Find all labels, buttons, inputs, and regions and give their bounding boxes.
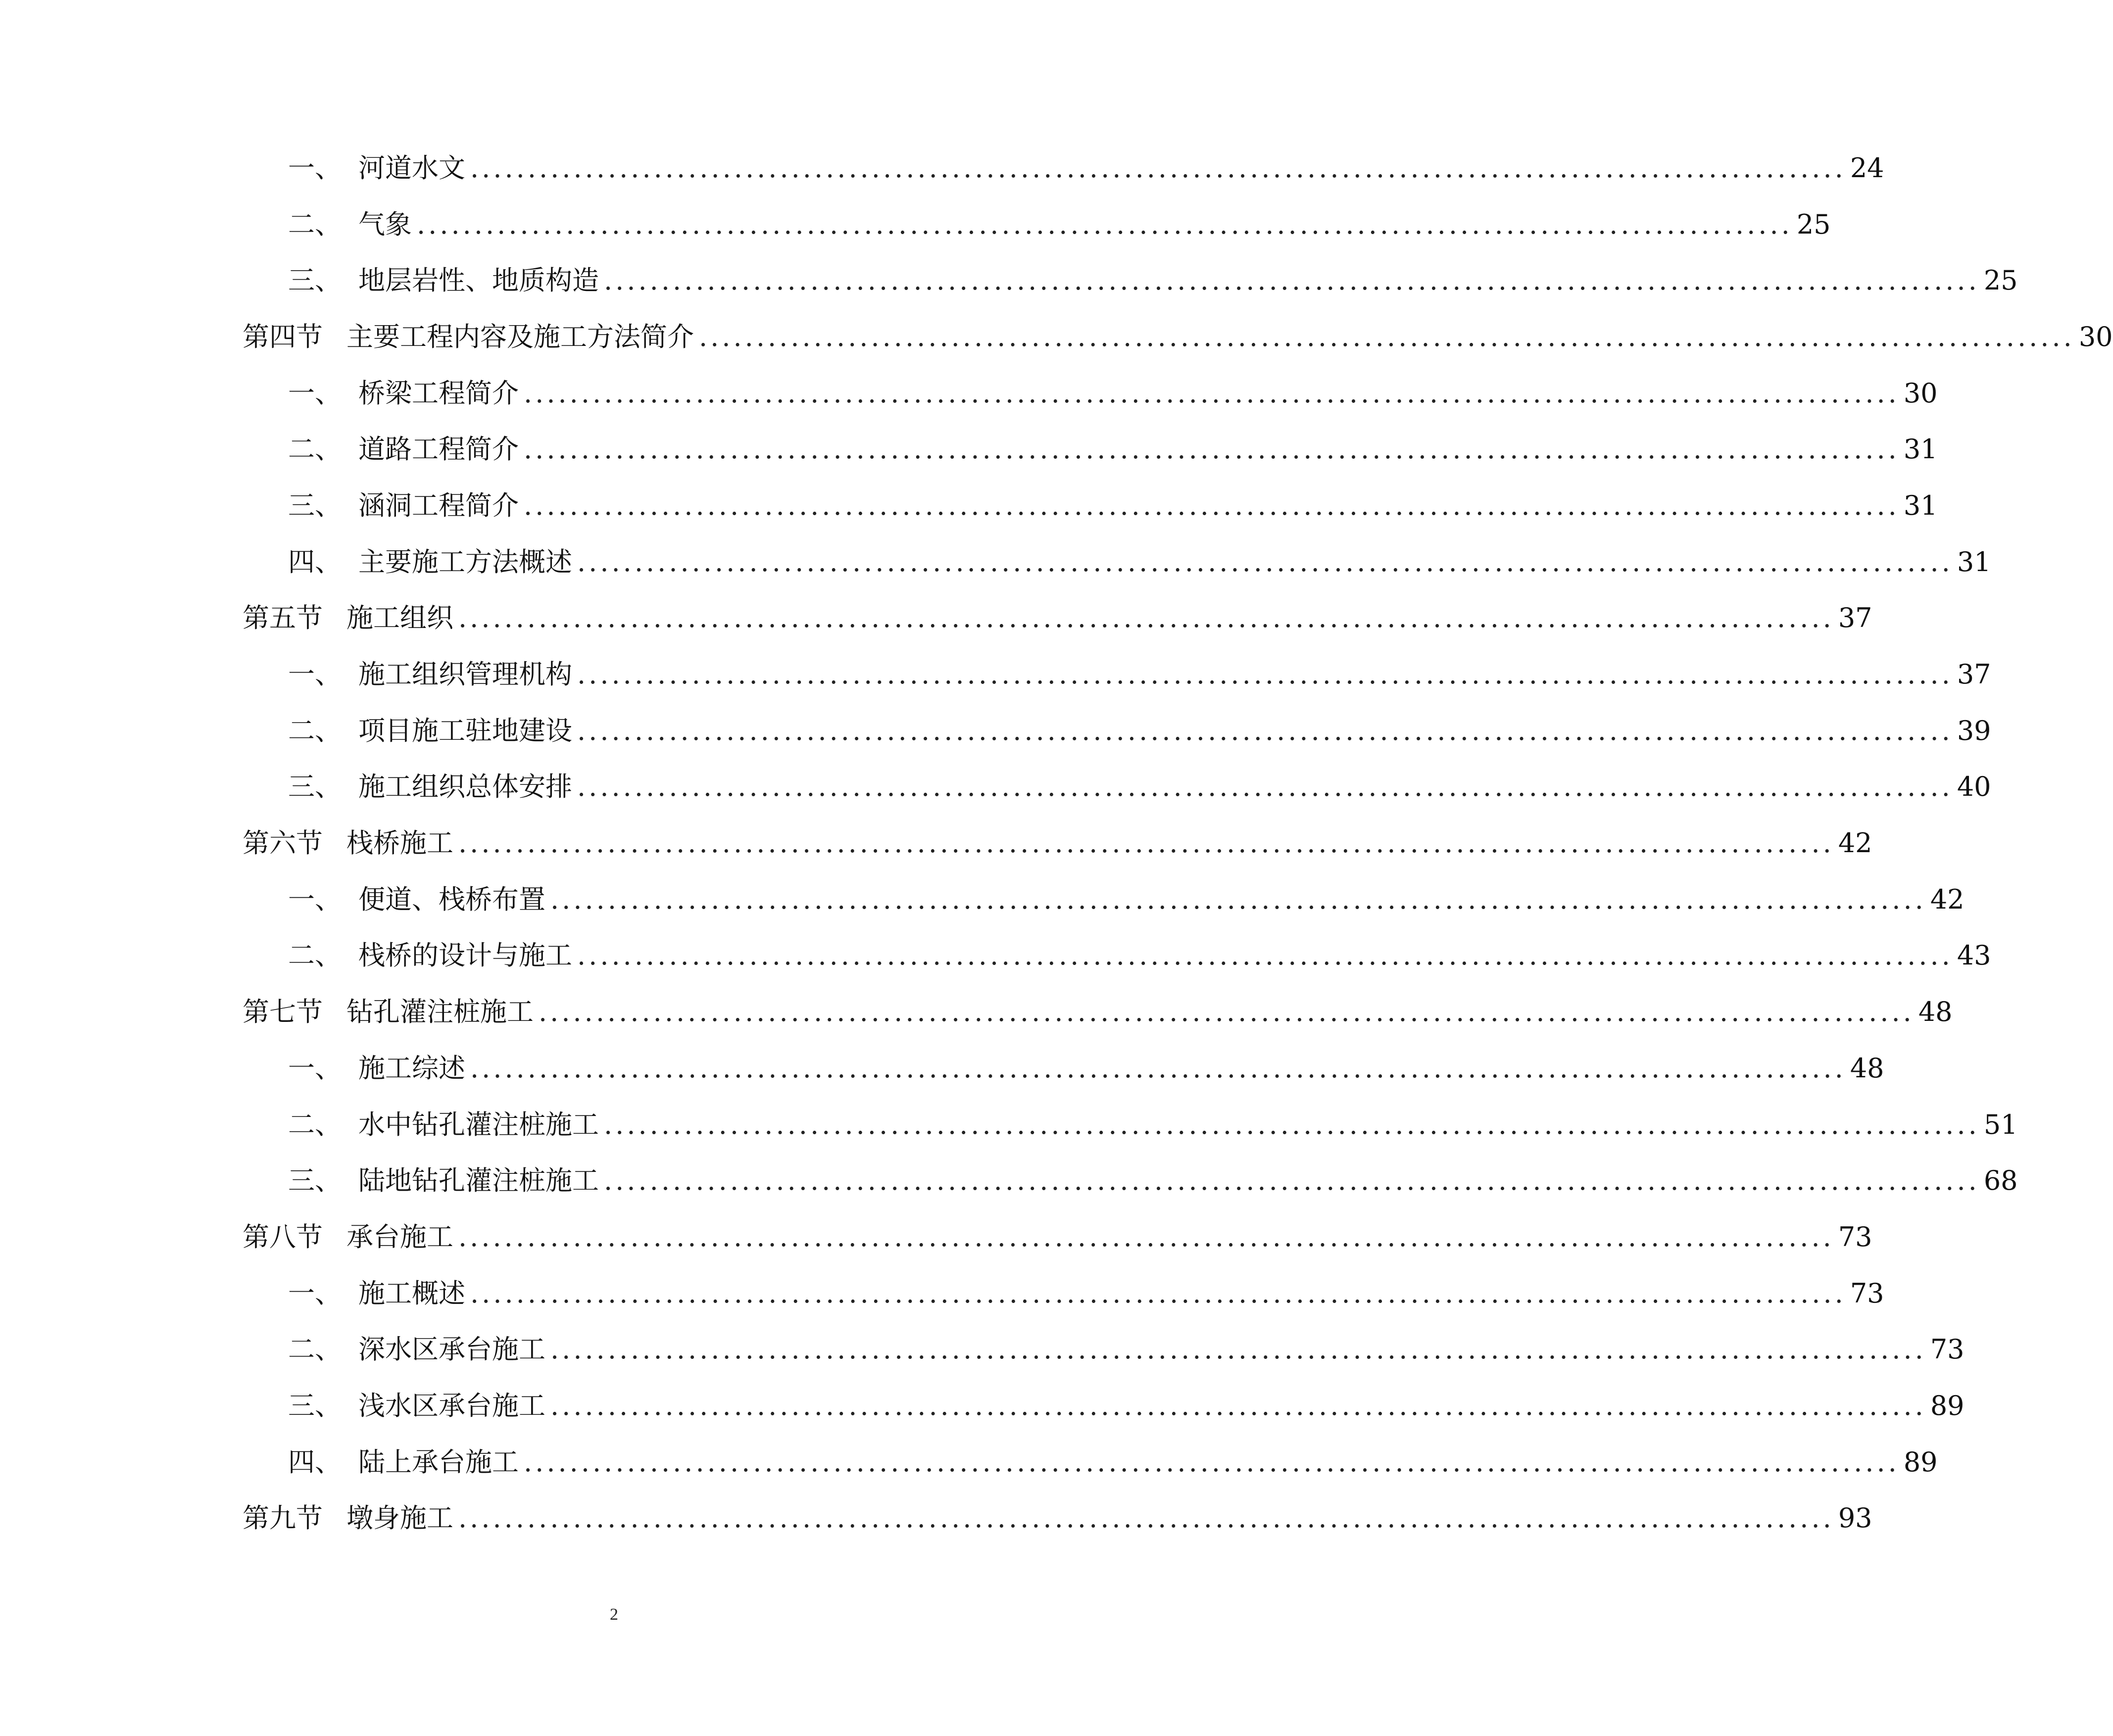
toc-section-entry[interactable] xyxy=(243,590,1872,647)
toc-entry-title: 气象 xyxy=(358,208,412,240)
toc-entry-page: 68 xyxy=(1983,1165,2018,1197)
toc-entry-page: 37 xyxy=(1838,602,1872,634)
toc-entry-title: 钻孔灌注桩施工 xyxy=(346,996,534,1028)
toc-entry-number: 一、 xyxy=(288,1052,342,1084)
toc-dot-leader: ........................................................................................................................ xyxy=(604,1165,1980,1197)
toc-subsection-entry[interactable] xyxy=(243,1097,2018,1153)
toc-entry-title: 施工组织总体安排 xyxy=(358,771,572,803)
toc-subsection-entry[interactable] xyxy=(243,1434,1938,1491)
toc-dot-leader: ........................................................................................................................ xyxy=(577,715,1953,746)
toc-entry-page: 89 xyxy=(1930,1390,1965,1421)
toc-dot-leader: ........................................................................................................................ xyxy=(458,602,1834,634)
toc-entry-number: 二、 xyxy=(288,208,342,240)
toc-entry-number: 三、 xyxy=(288,1390,342,1421)
toc-entry-title: 项目施工驻地建设 xyxy=(358,715,572,746)
toc-entry-title: 施工综述 xyxy=(358,1052,465,1084)
toc-entry-title: 主要工程内容及施工方法简介 xyxy=(346,321,694,352)
toc-section-entry[interactable] xyxy=(243,1491,1872,1547)
toc-entry-page: 93 xyxy=(1838,1502,1872,1534)
toc-subsection-entry[interactable] xyxy=(243,703,1991,759)
toc-entry-page: 43 xyxy=(1957,940,1991,971)
toc-entry-page: 42 xyxy=(1838,827,1872,859)
toc-entry-page: 30 xyxy=(2078,321,2113,352)
toc-dot-leader: ........................................................................................................................ xyxy=(417,208,1793,240)
toc-entry-page: 37 xyxy=(1957,659,1991,690)
toc-entry-page: 51 xyxy=(1983,1109,2018,1140)
toc-entry-page: 31 xyxy=(1957,546,1991,578)
toc-entry-number: 二、 xyxy=(288,715,342,746)
toc-subsection-entry[interactable] xyxy=(243,196,1831,253)
toc-subsection-entry[interactable] xyxy=(243,871,1965,928)
toc-entry-page: 25 xyxy=(1796,208,1831,240)
toc-subsection-entry[interactable] xyxy=(243,1321,1965,1378)
toc-entry-number: 一、 xyxy=(288,659,342,690)
toc-dot-leader: ........................................................................................................................ xyxy=(470,1052,1846,1084)
toc-subsection-entry[interactable] xyxy=(243,646,1991,703)
toc-entry-number: 一、 xyxy=(288,1277,342,1309)
toc-dot-leader: ........................................................................................................................ xyxy=(577,546,1953,578)
toc-subsection-entry[interactable] xyxy=(243,421,1938,478)
toc-dot-leader: ........................................................................................................................ xyxy=(458,1221,1834,1253)
toc-dot-leader: ........................................................................................................................ xyxy=(524,1446,1900,1478)
toc-subsection-entry[interactable] xyxy=(243,140,1884,196)
toc-entry-number: 第九节 xyxy=(243,1502,323,1534)
toc-dot-leader: ........................................................................................................................ xyxy=(458,1502,1834,1534)
toc-dot-leader: ........................................................................................................................ xyxy=(458,827,1834,859)
page-number: 2 xyxy=(610,1605,618,1624)
toc-entry-number: 第六节 xyxy=(243,827,323,859)
toc-section-entry[interactable] xyxy=(243,815,1872,871)
toc-entry-title: 深水区承台施工 xyxy=(358,1334,545,1365)
toc-entry-number: 一、 xyxy=(288,377,342,409)
toc-dot-leader: ........................................................................................................................ xyxy=(470,1277,1846,1309)
toc-entry-page: 73 xyxy=(1930,1334,1965,1365)
toc-entry-number: 第八节 xyxy=(243,1221,323,1253)
toc-entry-number: 第四节 xyxy=(243,321,323,352)
toc-subsection-entry[interactable] xyxy=(243,1153,2018,1209)
toc-entry-title: 承台施工 xyxy=(346,1221,453,1253)
toc-entry-title: 施工组织 xyxy=(346,602,453,634)
toc-dot-leader: ........................................................................................................................ xyxy=(470,152,1846,184)
toc-dot-leader: ........................................................................................................................ xyxy=(524,489,1900,521)
toc-entry-number: 二、 xyxy=(288,940,342,971)
toc-entry-page: 40 xyxy=(1957,771,1991,803)
toc-dot-leader: ........................................................................................................................ xyxy=(577,940,1953,971)
toc-entry-page: 89 xyxy=(1903,1446,1938,1478)
toc-dot-leader: ........................................................................................................................ xyxy=(577,771,1953,803)
toc-entry-page: 42 xyxy=(1930,883,1965,915)
toc-entry-title: 陆上承台施工 xyxy=(358,1446,519,1478)
toc-entry-title: 陆地钻孔灌注桩施工 xyxy=(358,1165,599,1197)
toc-entry-number: 一、 xyxy=(288,883,342,915)
toc-entry-page: 73 xyxy=(1850,1277,1884,1309)
toc-subsection-entry[interactable] xyxy=(243,1378,1965,1434)
toc-entry-title: 地层岩性、地质构造 xyxy=(358,265,599,296)
toc-entry-number: 二、 xyxy=(288,1109,342,1140)
toc-subsection-entry[interactable] xyxy=(243,759,1991,816)
toc-entry-number: 第五节 xyxy=(243,602,323,634)
toc-subsection-entry[interactable] xyxy=(243,365,1938,422)
toc-dot-leader: ........................................................................................................................ xyxy=(699,321,2075,352)
toc-dot-leader: ........................................................................................................................ xyxy=(539,996,1915,1028)
toc-dot-leader: ........................................................................................................................ xyxy=(524,377,1900,409)
toc-entry-page: 48 xyxy=(1918,996,1953,1028)
toc-entry-page: 73 xyxy=(1838,1221,1872,1253)
toc-entry-number: 四、 xyxy=(288,1446,342,1478)
toc-subsection-entry[interactable] xyxy=(243,478,1938,534)
toc-entry-page: 48 xyxy=(1850,1052,1884,1084)
toc-entry-title: 桥梁工程简介 xyxy=(358,377,519,409)
toc-entry-title: 墩身施工 xyxy=(346,1502,453,1534)
toc-subsection-entry[interactable] xyxy=(243,534,1991,590)
toc-entry-number: 四、 xyxy=(288,546,342,578)
toc-section-entry[interactable] xyxy=(243,309,2113,365)
toc-entry-title: 施工组织管理机构 xyxy=(358,659,572,690)
toc-entry-title: 便道、栈桥布置 xyxy=(358,883,545,915)
toc-subsection-entry[interactable] xyxy=(243,928,1991,984)
toc-dot-leader: ........................................................................................................................ xyxy=(604,265,1980,296)
toc-dot-leader: ........................................................................................................................ xyxy=(524,434,1900,465)
toc-entry-number: 三、 xyxy=(288,1165,342,1197)
toc-entry-page: 39 xyxy=(1957,715,1991,746)
toc-entry-page: 31 xyxy=(1903,434,1938,465)
toc-entry-page: 25 xyxy=(1983,265,2018,296)
toc-dot-leader: ........................................................................................................................ xyxy=(550,1334,1926,1365)
toc-section-entry[interactable] xyxy=(243,984,1953,1040)
toc-dot-leader: ........................................................................................................................ xyxy=(604,1109,1980,1140)
toc-entry-page: 31 xyxy=(1903,489,1938,521)
toc-entry-title: 主要施工方法概述 xyxy=(358,546,572,578)
toc-dot-leader: ........................................................................................................................ xyxy=(550,1390,1926,1421)
toc-entry-title: 栈桥的设计与施工 xyxy=(358,940,572,971)
toc-subsection-entry[interactable] xyxy=(243,1040,1884,1097)
toc-entry-title: 浅水区承台施工 xyxy=(358,1390,545,1421)
toc-subsection-entry[interactable] xyxy=(243,252,2018,309)
toc-entry-number: 三、 xyxy=(288,489,342,521)
toc-subsection-entry[interactable] xyxy=(243,1265,1884,1322)
toc-entry-number: 一、 xyxy=(288,152,342,184)
toc-entry-number: 二、 xyxy=(288,1334,342,1365)
toc-section-entry[interactable] xyxy=(243,1209,1872,1265)
toc-entry-page: 24 xyxy=(1850,152,1884,184)
toc-entry-title: 道路工程简介 xyxy=(358,434,519,465)
table-of-contents xyxy=(243,140,2113,1546)
toc-entry-title: 涵洞工程简介 xyxy=(358,489,519,521)
toc-entry-number: 三、 xyxy=(288,265,342,296)
toc-entry-number: 二、 xyxy=(288,434,342,465)
toc-entry-title: 水中钻孔灌注桩施工 xyxy=(358,1109,599,1140)
toc-entry-number: 第七节 xyxy=(243,996,323,1028)
toc-entry-title: 栈桥施工 xyxy=(346,827,453,859)
toc-entry-number: 三、 xyxy=(288,771,342,803)
toc-entry-title: 河道水文 xyxy=(358,152,465,184)
toc-dot-leader: ........................................................................................................................ xyxy=(577,659,1953,690)
toc-entry-page: 30 xyxy=(1903,377,1938,409)
toc-entry-title: 施工概述 xyxy=(358,1277,465,1309)
toc-dot-leader: ........................................................................................................................ xyxy=(550,883,1926,915)
